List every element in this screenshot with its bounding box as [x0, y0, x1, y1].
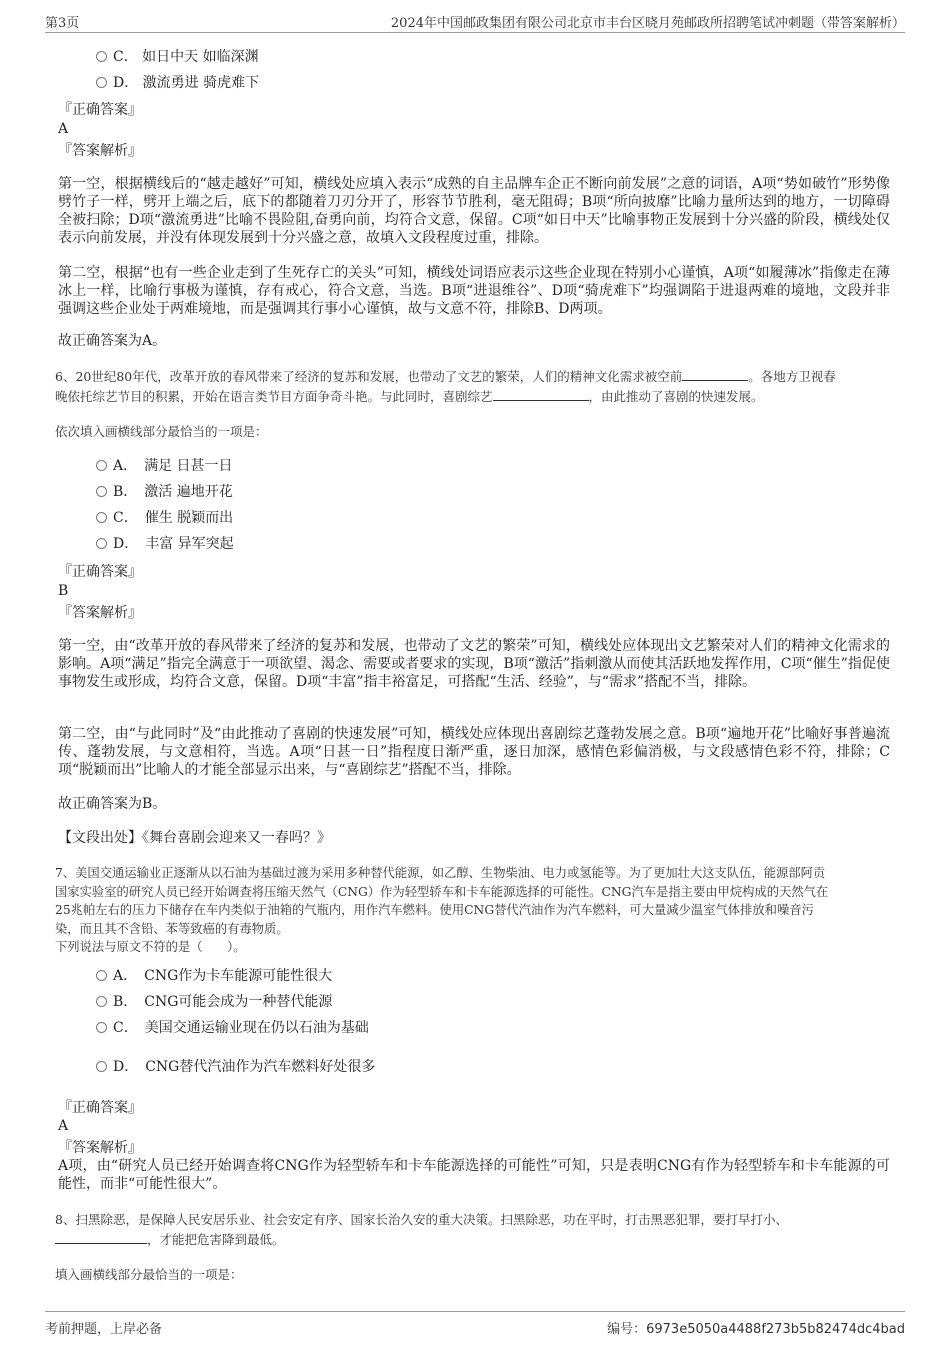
q5-option-c[interactable]: C． 如日中天 如临深渊: [96, 47, 259, 67]
radio-icon[interactable]: [96, 51, 107, 62]
radio-icon[interactable]: [96, 970, 107, 981]
radio-icon[interactable]: [96, 77, 107, 88]
footer-slogan: 考前押题，上岸必备: [45, 1322, 163, 1337]
q6-option-a[interactable]: A． 满足 日甚一日: [96, 456, 233, 476]
document-id: 编号：6973e5050a4488f273b5b82474dc4bad: [607, 1322, 905, 1337]
radio-icon[interactable]: [96, 538, 107, 549]
q6-source: 【文段出处】《舞台喜剧会迎来又一春吗？》: [58, 830, 331, 846]
blank-line: [55, 1231, 147, 1244]
q5-analysis-p1: 第一空，根据横线后的“越走越好”可知，横线处应填入表示“成熟的自主品牌车企正不断向前发展”之意的词语，A项“势如破竹”形势像劈竹子一样，劈开上端之后，底下的都随着刀刃分开了，形容节节胜利，毫无阻碍；B项“所向披靡”比喻力量所达到的地方，一切障碍全被扫除；D项“激流勇进”比喻不畏险阻,奋勇向前，均符合文意，保留。C项“如日中天”比喻事物正发展到十分兴盛的阶段，横线处仅表示向前发展，并没有体现发展到十分兴盛之意，故填入文段程度过重，排除。: [58, 176, 890, 246]
radio-icon[interactable]: [96, 996, 107, 1007]
q6-option-b[interactable]: B． 激活 遍地开花: [96, 482, 233, 502]
q7-analysis-label: 『答案解析』: [58, 1140, 142, 1156]
q5-option-d[interactable]: D． 激流勇进 骑虎难下: [96, 73, 259, 93]
q7-option-d[interactable]: D． CNG替代汽油作为汽车燃料好处很多: [96, 1057, 375, 1077]
q8-prompt: 填入画横线部分最恰当的一项是：: [55, 1267, 243, 1282]
blank-line: [682, 368, 748, 381]
q7-option-c[interactable]: C． 美国交通运输业现在仍以石油为基础: [96, 1018, 369, 1038]
q6-option-d[interactable]: D． 丰富 异军突起: [96, 534, 234, 554]
q7-option-a[interactable]: A． CNG作为卡车能源可能性很大: [96, 966, 332, 986]
q5-answer-label: 『正确答案』: [58, 102, 142, 118]
page-footer: [45, 1311, 905, 1338]
q6-stem: 6、20世纪80年代，改革开放的春风带来了经济的复苏和发展，也带动了文艺的繁荣，人们的精神文化需求被空前 。各地方卫视春 晚依托综艺节目的积累，开始在语言类节目方面争奇斗艳。与此同时，喜剧综艺 ，由此推动了喜剧的快速发展。: [55, 369, 836, 404]
q7-option-b[interactable]: B． CNG可能会成为一种替代能源: [96, 992, 332, 1012]
radio-icon[interactable]: [96, 1022, 107, 1033]
page-header: [45, 10, 905, 33]
q6-prompt: 依次填入画横线部分最恰当的一项是：: [55, 424, 268, 439]
document-title: 2024年中国邮政集团有限公司北京市丰台区晓月苑邮政所招聘笔试冲刺题（带答案解析）: [390, 16, 905, 31]
blank-line: [493, 388, 589, 401]
q5-conclusion: 故正确答案为A。: [58, 333, 167, 349]
q6-answer: B: [58, 583, 69, 599]
radio-icon[interactable]: [96, 512, 107, 523]
q7-stem: 7、美国交通运输业正逐渐从以石油为基础过渡为采用多种替代能源，如乙醇、生物柴油、电力或氢能等。为了更加壮大这支队伍，能源部阿贡 国家实验室的研究人员已经开始调查将压缩天然气（CNG）作为轻型轿车和卡车能源选择的可能性。CNG汽车是指主要由甲烷构成的天然气在 25兆帕左右的压力下储存在车内类似于油箱的气瓶内，用作汽车燃料。使用CNG替代汽油作为汽车燃料，可大量减少温室气体排放和噪音污 染，而且其不含铅、苯等致癌的有毒物质。 下列说法与原文不符的是（ ）。: [55, 866, 829, 954]
q8-stem: 8、扫黑除恶，是保障人民安居乐业、社会安定有序、国家长治久安的重大决策。扫黑除恶，功在平时，打击黑恶犯罪，要打早打小、 ，才能把危害降到最低。: [55, 1212, 788, 1247]
q5-analysis-label: 『答案解析』: [58, 143, 142, 159]
q7-analysis-p1: A项，由“研究人员已经开始调查将CNG作为轻型轿车和卡车能源选择的可能性”可知，只是表明CNG有作为轻型轿车和卡车能源的可能性，而非“可能性很大”。: [58, 1158, 890, 1192]
q6-analysis-p1: 第一空，由“改革开放的春风带来了经济的复苏和发展，也带动了文艺的繁荣”可知，横线处应体现出文艺繁荣对人们的精神文化需求的影响。A项“满足”指完全满意于一项欲望、渴念、需要或者要求的实现，B项“激活”指刺激从而使其活跃地发挥作用，C项“催生”指促使事物发生或形成，均符合文意，保留。D项“丰富”指丰裕富足，可搭配“生活、经验”，与“需求”搭配不当，排除。: [58, 638, 890, 690]
q7-answer-label: 『正确答案』: [58, 1100, 142, 1116]
radio-icon[interactable]: [96, 1061, 107, 1072]
q5-answer: A: [58, 121, 69, 137]
q6-answer-label: 『正确答案』: [58, 564, 142, 580]
radio-icon[interactable]: [96, 460, 107, 471]
radio-icon[interactable]: [96, 486, 107, 497]
q6-conclusion: 故正确答案为B。: [58, 796, 167, 812]
q7-answer: A: [58, 1118, 69, 1134]
q6-analysis-label: 『答案解析』: [58, 605, 142, 621]
q6-analysis-p2: 第二空，由“与此同时”及“由此推动了喜剧的快速发展”可知，横线处应体现出喜剧综艺蓬勃发展之意。B项“遍地开花”比喻好事普遍流传、蓬勃发展，与文意相符，当选。A项“日甚一日”指程度日渐严重，逐日加深，感情色彩偏消极，与文段感情色彩不符，排除；C项“脱颖而出”比喻人的才能全部显示出来，与“喜剧综艺”搭配不当，排除。: [58, 726, 890, 778]
page-number: 第3页: [45, 16, 80, 31]
q5-analysis-p2: 第二空，根据“也有一些企业走到了生死存亡的关头”可知，横线处词语应表示这些企业现在特别小心谨慎，A项“如履薄冰”指像走在薄冰上一样，比喻行事极为谨慎，存有戒心，符合文意，当选。B项“进退维谷”、D项“骑虎难下”均强调陷于进退两难的境地，文段并非强调这些企业处于两难境地，而是强调其行事小心谨慎，故与文意不符，排除B、D两项。: [58, 265, 890, 317]
q6-option-c[interactable]: C． 催生 脱颖而出: [96, 508, 233, 528]
